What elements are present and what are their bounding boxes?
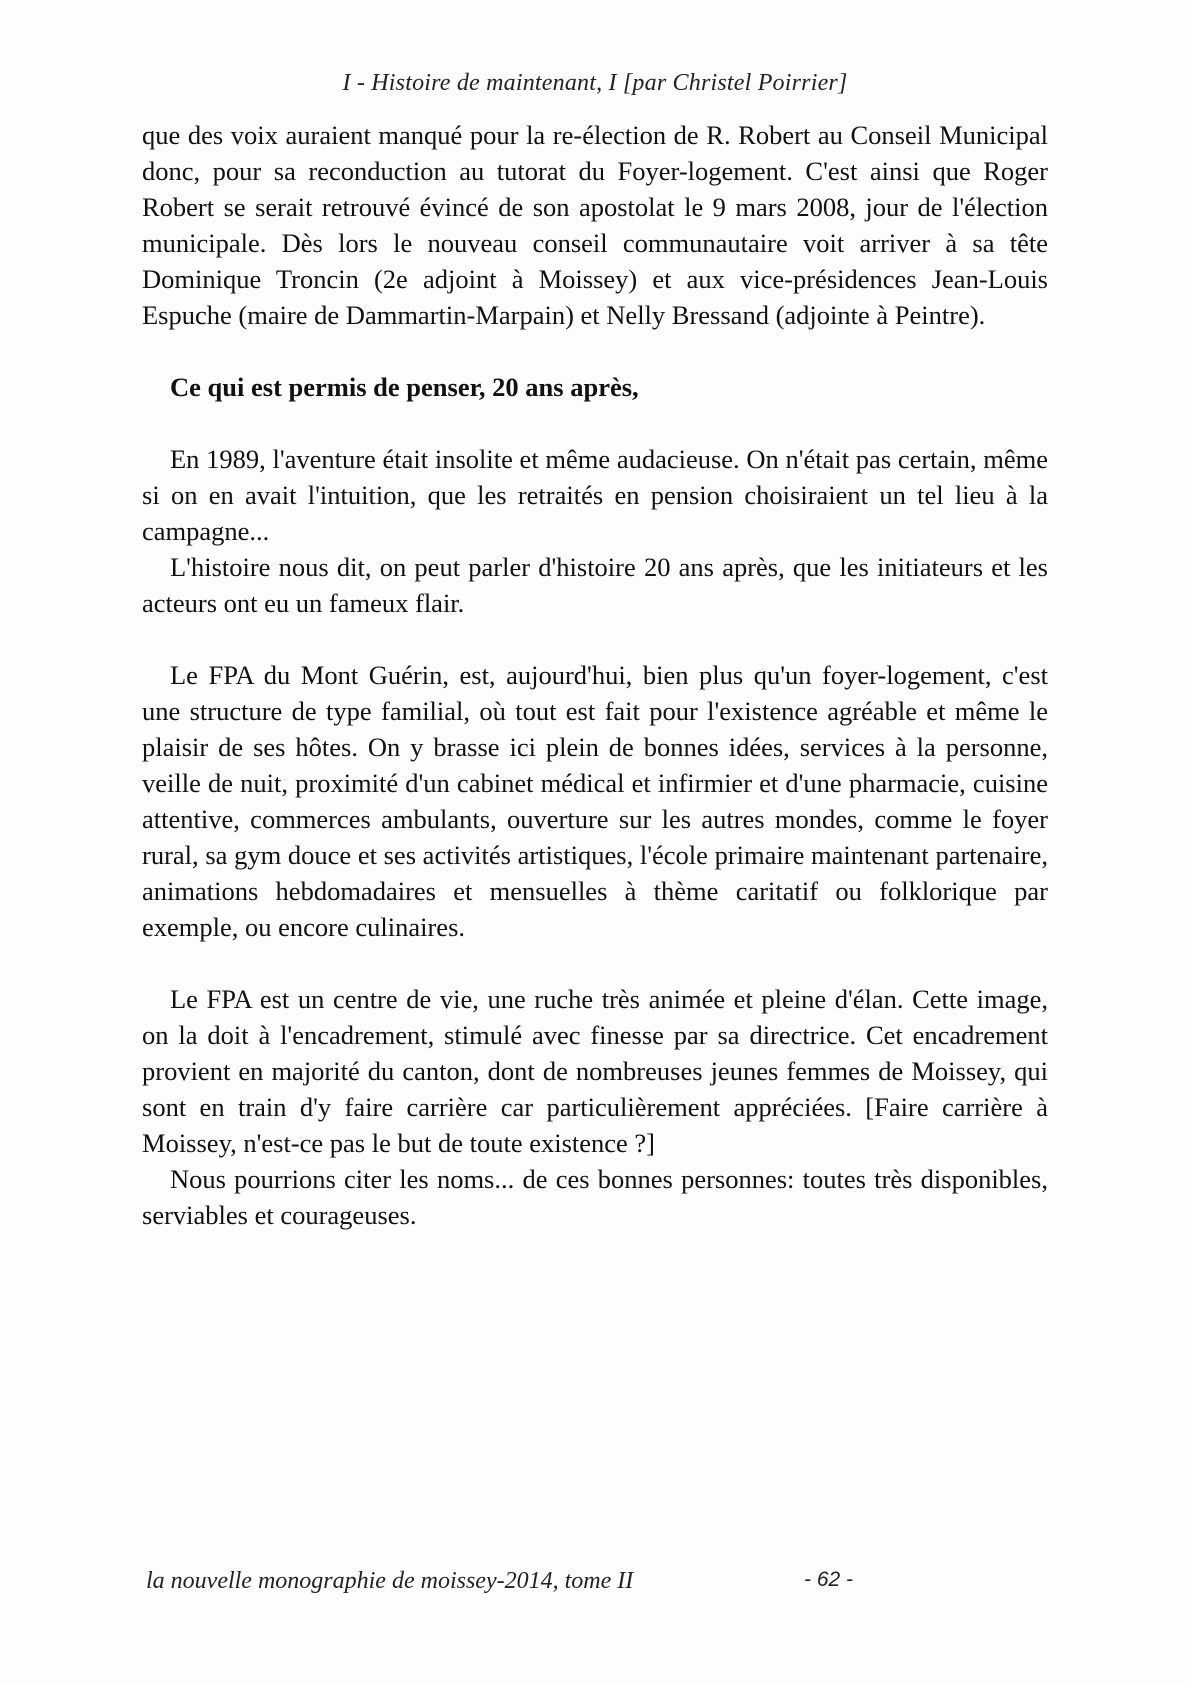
page-number: - 62 - xyxy=(804,1568,854,1591)
paragraph-continued: que des voix auraient manqué pour la re-élection de R. Robert au Conseil Municipal donc, pour sa reconduction au tutorat du Foyer-logement. C'est ainsi que Roger Robert se serait retrouvé évincé de son apostolat le 9 mars 2008, jour de l'élection municipale. Dès lors le nouveau conseil communautaire voit arriver à sa tête Dominique Troncin (2e adjoint à Moissey) et aux vice-présidences Jean-Louis Espuche (maire de Dammartin-Marpain) et Nelly Bressand (adjointe à Peintre). xyxy=(142,120,1048,330)
paragraph-gap xyxy=(142,945,1048,981)
paragraph: Le FPA est un centre de vie, une ruche très animée et pleine d'élan. Cette image, on la doit à l'encadrement, stimulé avec finesse par sa directrice. Cet encadrement provient en majorité du canton, dont de nombreuses jeunes femmes de Moissey, qui sont en train d'y faire carrière car particulièrement appréciées. [Faire carrière à Moissey, n'est-ce pas le but de toute existence ?] xyxy=(142,984,1048,1158)
paragraph: Nous pourrions citer les noms... de ces bonnes personnes: toutes très disponibles, serviables et courageuses. xyxy=(142,1164,1048,1230)
paragraph: Le FPA du Mont Guérin, est, aujourd'hui, bien plus qu'un foyer-logement, c'est une structure de type familial, où tout est fait pour l'existence agréable et même le plaisir de ses hôtes. On y brasse ici plein de bonnes idées, services à la personne, veille de nuit, proximité d'un cabinet médical et infirmier et d'une pharmacie, cuisine attentive, commerces ambulants, ouverture sur les autres mondes, comme le foyer rural, sa gym douce et ses activités artistiques, l'école primaire maintenant partenaire, animations hebdomadaires et mensuelles à thème caritatif ou folklorique par exemple, ou encore culinaires. xyxy=(142,660,1048,942)
footer-book-title: la nouvelle monographie de moissey-2014, tome II xyxy=(146,1568,634,1594)
page-body xyxy=(142,117,1048,1233)
paragraph: L'histoire nous dit, on peut parler d'histoire 20 ans après, que les initiateurs et les acteurs ont eu un fameux flair. xyxy=(142,552,1048,618)
paragraph: En 1989, l'aventure était insolite et même audacieuse. On n'était pas certain, même si on en avait l'intuition, que les retraités en pension choisiraient un tel lieu à la campagne... xyxy=(142,444,1048,546)
running-header: I - Histoire de maintenant, I [par Christel Poirrier] xyxy=(342,70,848,96)
section-heading: Ce qui est permis de penser, 20 ans après, xyxy=(170,372,639,402)
paragraph-gap xyxy=(142,405,1048,441)
paragraph-gap xyxy=(142,333,1048,369)
paragraph-gap xyxy=(142,621,1048,657)
